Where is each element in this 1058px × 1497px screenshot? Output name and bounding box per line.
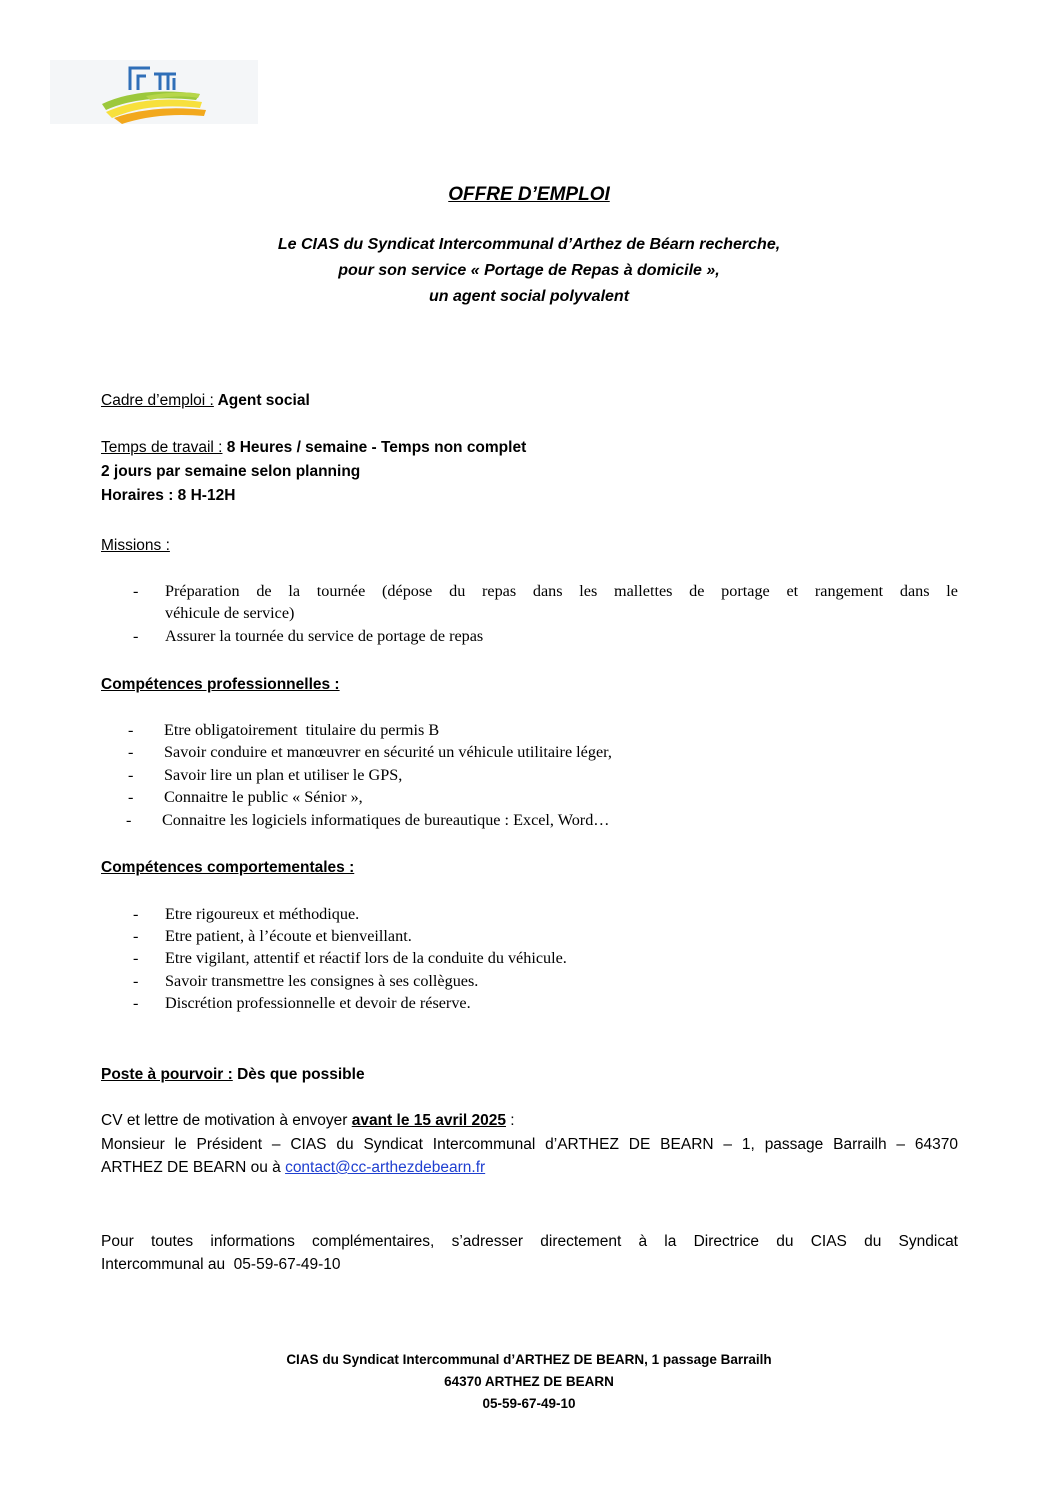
temps-travail xyxy=(101,436,526,459)
candidature-address-line-2 xyxy=(101,1156,485,1179)
cadre-emploi-value: Agent social xyxy=(213,392,310,409)
temps-travail-label: Temps de travail : xyxy=(101,439,223,456)
list-item xyxy=(0,992,1058,1014)
subtitle-line-2: pour son service « Portage de Repas à domicile », xyxy=(338,262,720,279)
candidature-intro-end: : xyxy=(505,1112,515,1129)
missions-heading: Missions : xyxy=(101,537,170,554)
poste-a-pourvoir xyxy=(101,1063,365,1086)
temps-travail-value: 8 Heures / semaine - Temps non complet xyxy=(222,439,527,456)
list-item xyxy=(0,947,1058,969)
bullet-dash: - xyxy=(128,766,134,784)
list-item xyxy=(0,580,1058,602)
bullet-dash: - xyxy=(133,994,139,1012)
cadre-emploi xyxy=(101,389,310,412)
bullet-dash: - xyxy=(133,582,139,600)
cias-logo-icon xyxy=(50,60,258,124)
bullet-dash: - xyxy=(133,905,139,923)
list-item xyxy=(0,970,1058,992)
info-line-1: Pour toutes informations complémentaires, s’adresser directement à la Directrice du CIAS du Syndicat xyxy=(101,1233,958,1250)
mission-item-1-cont: véhicule de service) xyxy=(165,604,295,622)
competence-comp-item-4: Savoir transmettre les consignes à ses collègues. xyxy=(165,972,479,990)
bullet-dash: - xyxy=(133,949,139,967)
poste-value: Dès que possible xyxy=(232,1066,365,1083)
footer-line-2: 64370 ARTHEZ DE BEARN xyxy=(444,1374,614,1389)
subtitle-line-1: Le CIAS du Syndicat Intercommunal d’Arthez de Béarn recherche, xyxy=(277,236,781,253)
list-item xyxy=(0,741,1058,763)
poste-label: Poste à pourvoir : xyxy=(101,1066,233,1083)
cadre-emploi-label: Cadre d’emploi : xyxy=(101,392,214,409)
competence-pro-item-1: Etre obligatoirement titulaire du permis B xyxy=(164,721,440,739)
contact-email-link[interactable]: contact@cc-arthezdebearn.fr xyxy=(285,1159,486,1176)
competence-comp-item-2: Etre patient, à l’écoute et bienveillant. xyxy=(165,927,412,945)
bullet-dash: - xyxy=(128,743,134,761)
competence-pro-item-5: Connaitre les logiciels informatiques de bureautique : Excel, Word… xyxy=(162,811,610,829)
footer-line-1: CIAS du Syndicat Intercommunal d’ARTHEZ DE BEARN, 1 passage Barrailh xyxy=(286,1352,772,1367)
list-item xyxy=(0,903,1058,925)
list-item xyxy=(0,764,1058,786)
bullet-dash: - xyxy=(128,788,134,806)
competence-comp-item-3: Etre vigilant, attentif et réactif lors de la conduite du véhicule. xyxy=(165,949,567,967)
bullet-dash: - xyxy=(133,972,139,990)
competence-pro-item-2: Savoir conduire et manœuvrer en sécurité un véhicule utilitaire léger, xyxy=(164,743,612,761)
info-line-2: Intercommunal au 05-59-67-49-10 xyxy=(101,1256,341,1273)
candidature-address-text: ARTHEZ DE BEARN ou à xyxy=(101,1159,286,1176)
candidature-address-line-1: Monsieur le Président – CIAS du Syndicat Intercommunal d’ARTHEZ DE BEARN – 1, passage Barrailh – 64370 xyxy=(101,1136,958,1153)
bullet-dash: - xyxy=(128,721,134,739)
competence-pro-item-3: Savoir lire un plan et utiliser le GPS, xyxy=(164,766,403,784)
candidature-intro-text: CV et lettre de motivation à envoyer xyxy=(101,1112,352,1129)
competences-pro-heading: Compétences professionnelles : xyxy=(101,676,340,693)
candidature-intro xyxy=(101,1109,515,1132)
competence-pro-item-4: Connaitre le public « Sénior », xyxy=(164,788,363,806)
list-item xyxy=(0,925,1058,947)
bullet-dash: - xyxy=(133,627,139,645)
bullet-dash: - xyxy=(133,927,139,945)
list-item xyxy=(0,809,1058,831)
temps-travail-horaires: Horaires : 8 H-12H xyxy=(101,487,236,504)
mission-item-1: Préparation de la tournée (dépose du repas dans les mallettes de portage et rangement dans le xyxy=(165,582,958,600)
footer-line-3: 05-59-67-49-10 xyxy=(482,1396,576,1411)
candidature-deadline: avant le 15 avril 2025 xyxy=(351,1112,506,1129)
bullet-dash: - xyxy=(126,811,132,829)
competence-comp-item-1: Etre rigoureux et méthodique. xyxy=(165,905,360,923)
list-item xyxy=(0,625,1058,647)
list-item xyxy=(0,786,1058,808)
subtitle-line-3: un agent social polyvalent xyxy=(428,288,630,305)
page-title: OFFRE D’EMPLOI xyxy=(448,184,610,205)
mission-item-2: Assurer la tournée du service de portage de repas xyxy=(165,627,484,645)
competences-comp-heading: Compétences comportementales : xyxy=(101,859,355,876)
list-item xyxy=(0,719,1058,741)
temps-travail-jours: 2 jours par semaine selon planning xyxy=(101,463,361,480)
competence-comp-item-5: Discrétion professionnelle et devoir de réserve. xyxy=(165,994,471,1012)
